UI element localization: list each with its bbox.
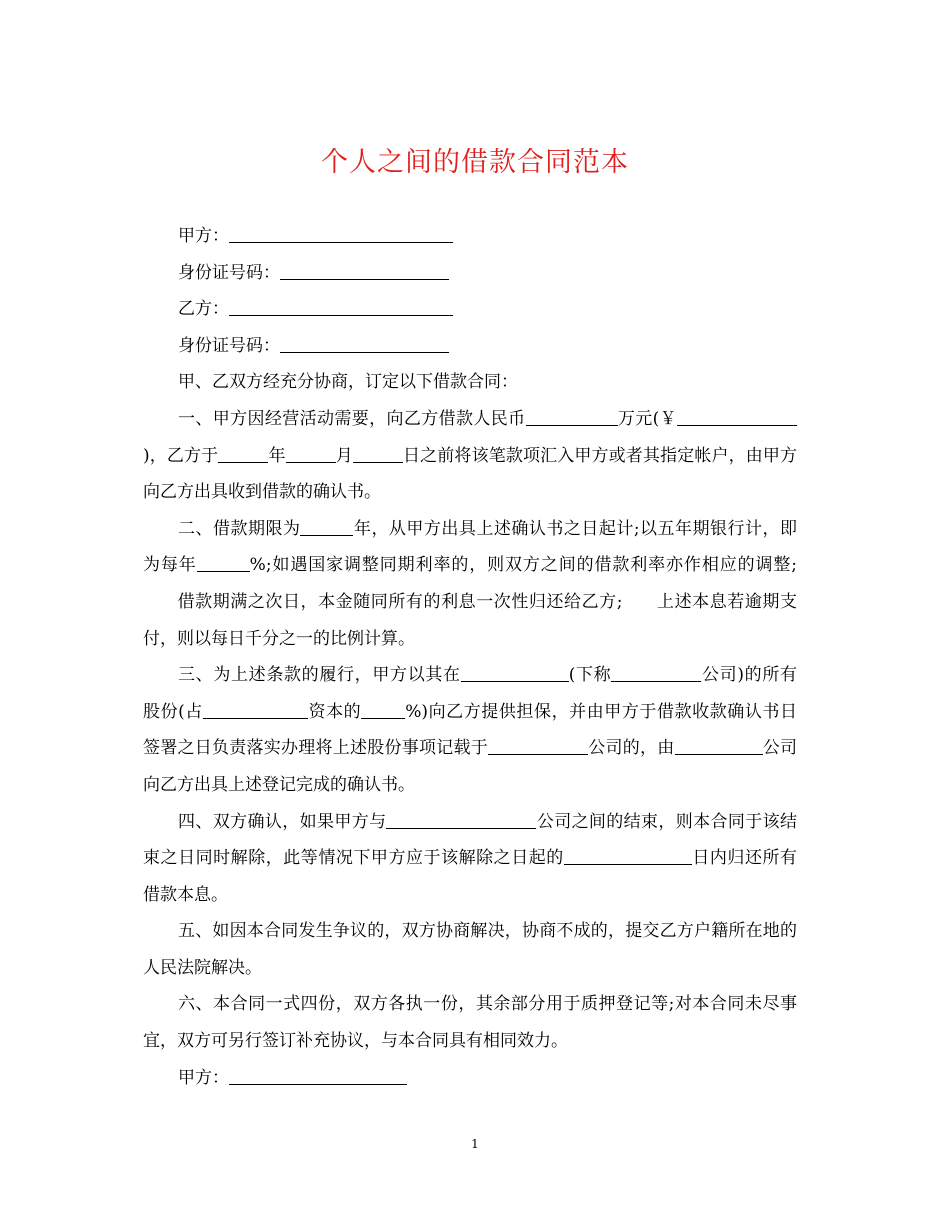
loan-amount-figure-blank — [677, 407, 797, 426]
year-blank — [218, 444, 268, 463]
rate-blank — [197, 554, 250, 573]
month-blank — [286, 444, 336, 463]
contract-body — [143, 218, 797, 1096]
page-number: 1 — [471, 1137, 479, 1151]
short-name-blank — [611, 663, 701, 682]
party-a-id-blank — [280, 261, 449, 280]
party-b-id-line — [143, 328, 797, 365]
loan-amount-blank — [526, 407, 618, 426]
clause-5: 五、如因本合同发生争议的，双方协商解决，协商不成的，提交乙方户籍所在地的人民法院解决。 — [143, 921, 797, 978]
party-a-id-line — [143, 255, 797, 292]
intro-paragraph: 甲、乙双方经充分协商，订定以下借款合同： — [178, 372, 518, 393]
repayment-days-blank — [564, 846, 692, 865]
party-b-id-blank — [280, 334, 449, 353]
company-blank — [461, 663, 569, 682]
day-blank — [353, 444, 403, 463]
signature-label: 甲方： — [178, 1067, 229, 1088]
clause-4: 四、双方确认，如果甲方与 公司之间的结束，则本合同于该结束之日同时解除，此等情况下甲方应于该解除之日起的 日内归还所有借款本息。 — [143, 811, 798, 905]
clause-1: 一、甲方因经营活动需要，向乙方借款人民币 万元(￥)，乙方于 年 月 日之前将该笔款项汇入甲方或者其指定帐户，由甲方向乙方出具收到借款的确认书。 — [143, 408, 798, 503]
share-percent-blank — [361, 700, 405, 719]
clause-6: 六、本合同一式四份，双方各执一份，其余部分用于质押登记等;对本合同未尽事宜，双方可另行签订补充协议，与本合同具有相同效力。 — [143, 994, 797, 1052]
clause-2: 二、借款期限为 年，从甲方出具上述确认书之日起计;以五年期银行计，即为每年 %;如遇国家调整同期利率的，则双方之间的借款利率亦作相应的调整;借款期满之次日，本金随同所有的利息一次性归还给乙方; 上述本息若逾期支付，则以每日千分之一的比例计算。 — [143, 518, 798, 649]
party-b-blank — [229, 297, 453, 316]
party-a-line — [143, 218, 797, 255]
issuing-company-blank — [675, 737, 763, 756]
party-a-id-label: 身份证号码： — [178, 262, 280, 283]
capital-blank — [203, 700, 308, 719]
party-a-blank — [229, 224, 453, 243]
party-b-label: 乙方： — [178, 299, 229, 320]
party-b-line — [143, 291, 797, 328]
party-a-label: 甲方： — [178, 226, 229, 246]
party-b-id-label: 身份证号码： — [178, 335, 280, 356]
related-company-blank — [386, 810, 536, 829]
signature-blank — [229, 1066, 407, 1085]
term-years-blank — [300, 517, 353, 536]
signature-line — [143, 1060, 797, 1097]
clause-3: 三、为上述条款的履行，甲方以其在 (下称 公司)的所有股份(占 资本的 %)向乙方提供担保，并由甲方于借款收款确认书日签署之日负责落实办理将上述股份事项记载于 公司的，由 公司向乙方出具上述登记完成的确认书。 — [143, 665, 797, 795]
registry-company-blank — [488, 737, 588, 756]
document-title: 个人之间的借款合同范本 — [321, 147, 629, 178]
